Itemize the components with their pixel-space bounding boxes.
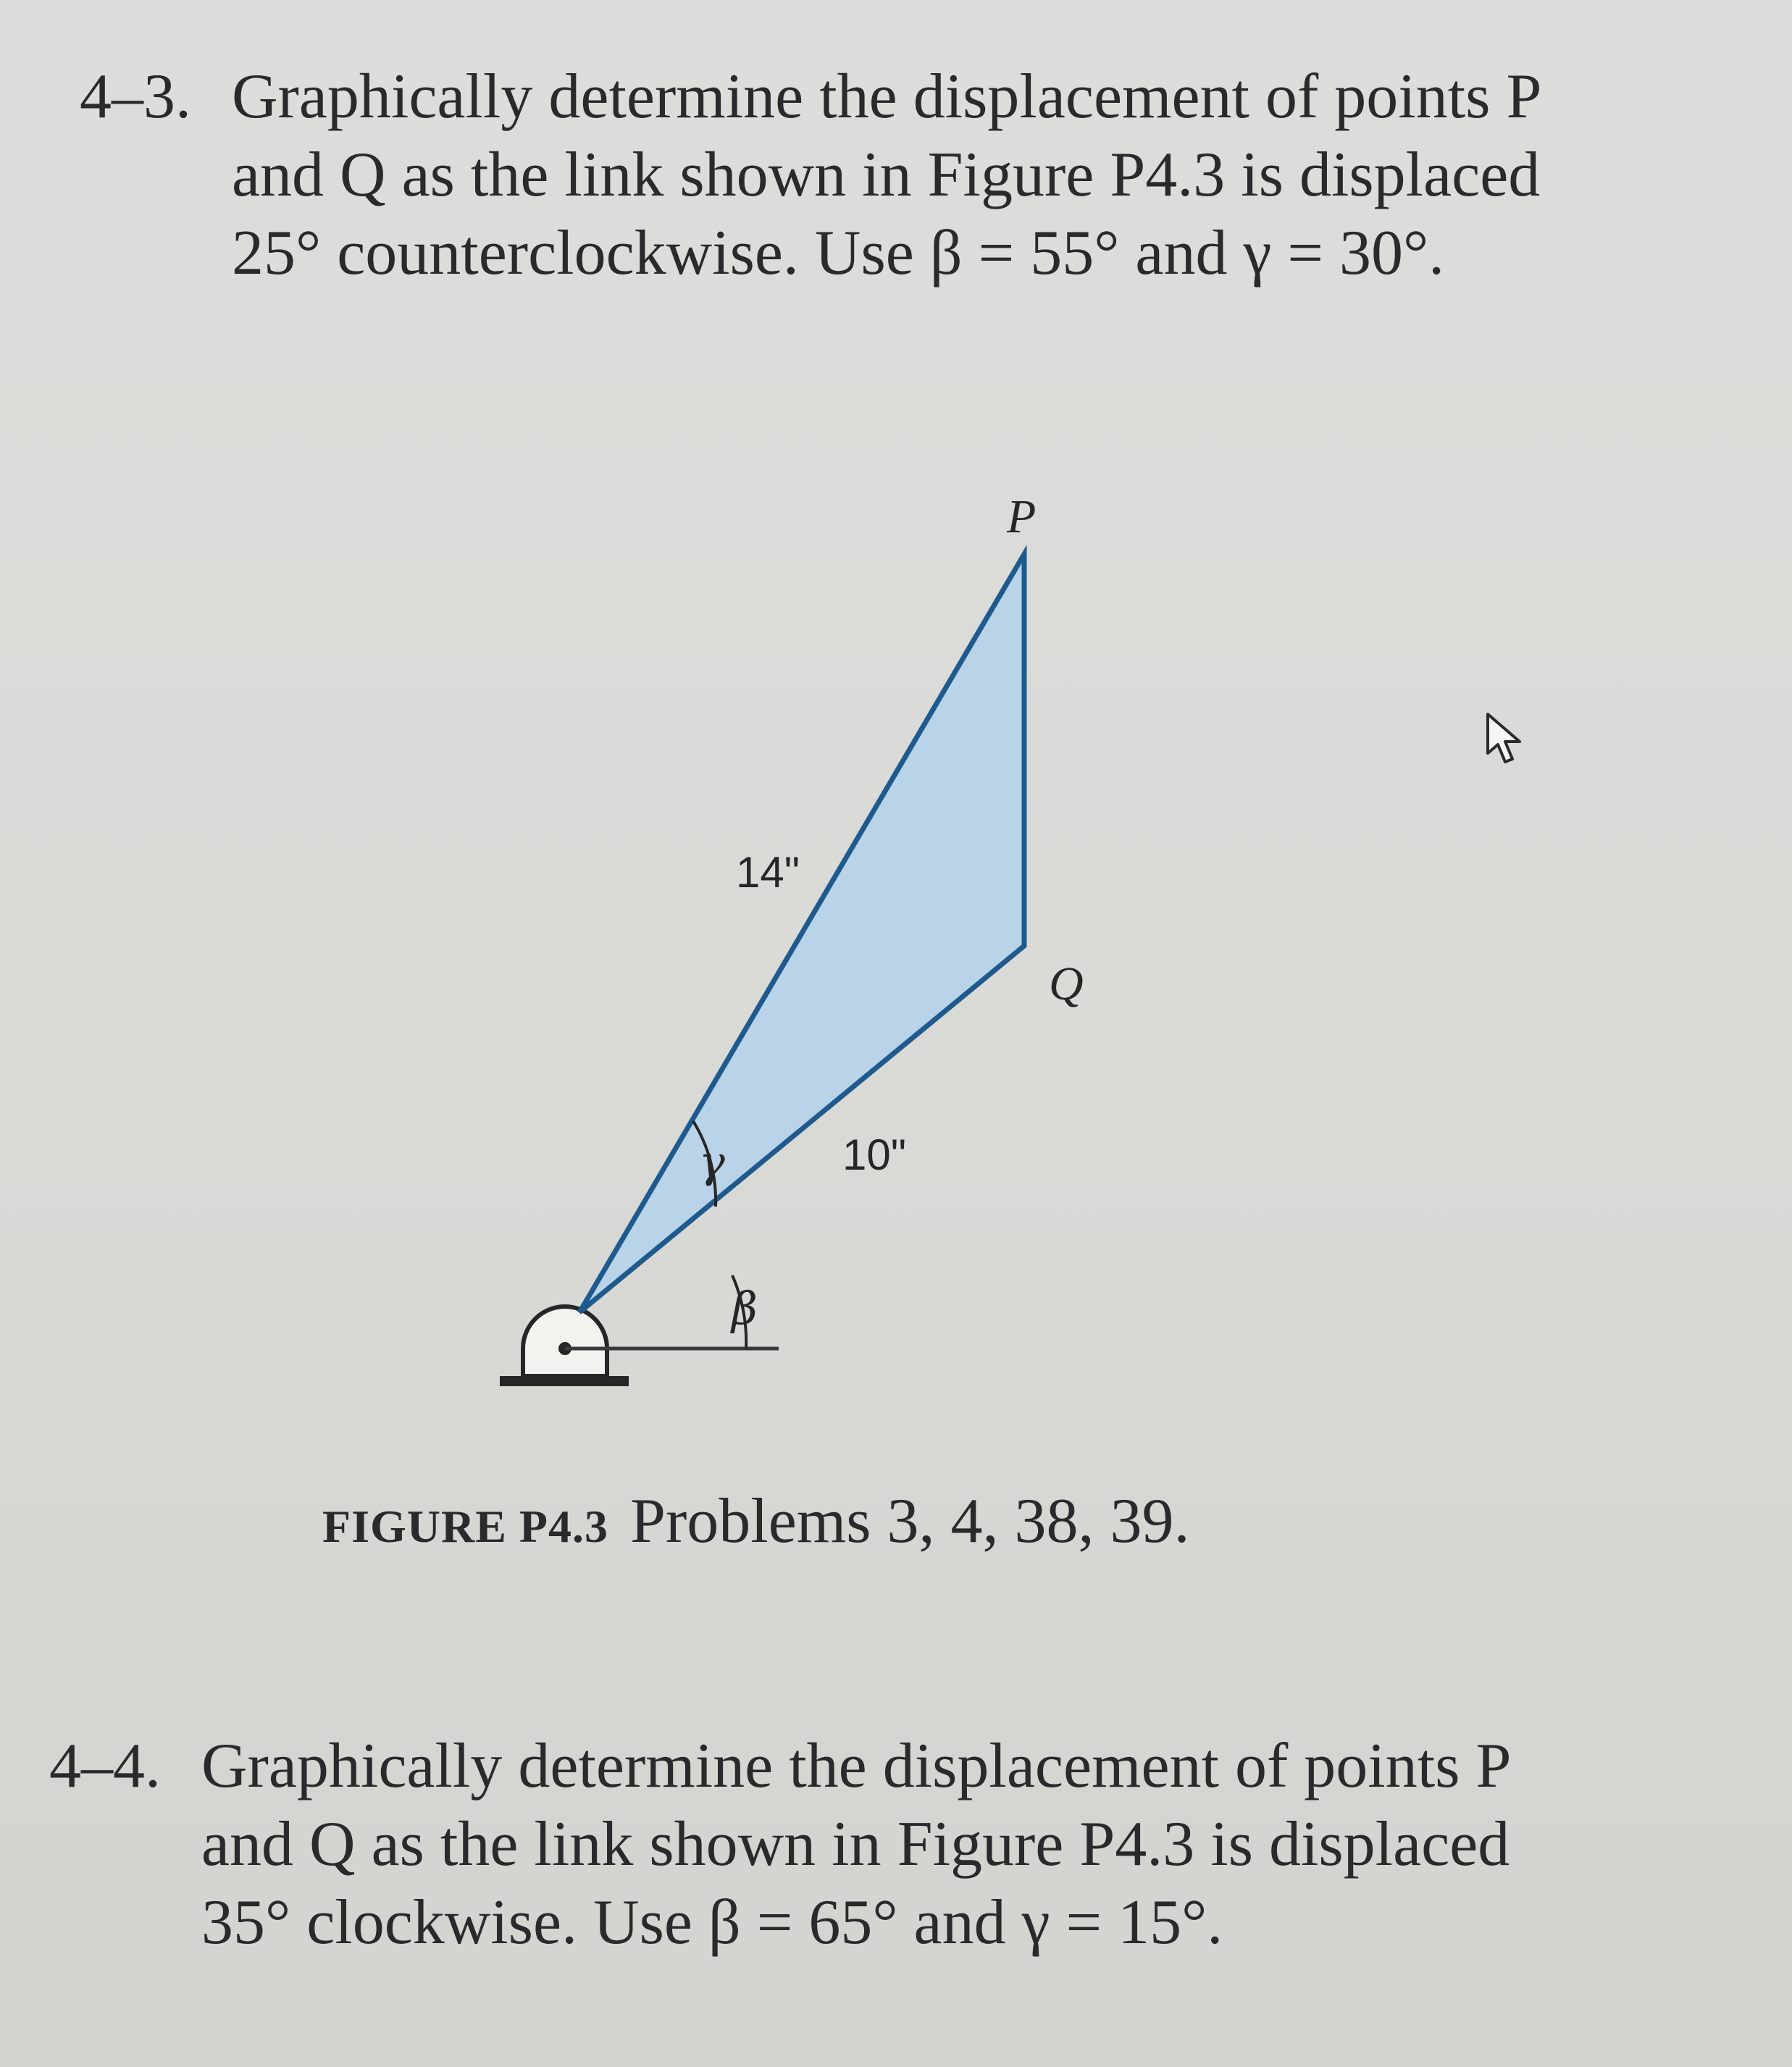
label-length-short: 10" xyxy=(842,1131,907,1179)
label-point-q: Q xyxy=(1049,957,1084,1010)
mouse-pointer-icon xyxy=(1483,711,1534,769)
problem-line: 25° counterclockwise. Use β = 55° and γ = 30°. xyxy=(232,218,1445,288)
problem-line: Graphically determine the displacement of points P xyxy=(201,1731,1512,1801)
label-angle-gamma: γ xyxy=(699,1137,725,1188)
label-point-p: P xyxy=(1007,490,1037,543)
link-body xyxy=(579,554,1024,1312)
caption-text: Problems 3, 4, 38, 39. xyxy=(630,1486,1190,1556)
label-angle-beta: β xyxy=(732,1282,758,1335)
figure-label: FIGURE P4.3 xyxy=(322,1501,608,1552)
figure-caption xyxy=(322,1485,1189,1558)
problem-line: Graphically determine the displacement of points P xyxy=(232,62,1542,132)
problem-line: 35° clockwise. Use β = 65° and γ = 15°. xyxy=(201,1887,1223,1958)
problem-number: 4–3. xyxy=(80,62,191,132)
problem-line: and Q as the link shown in Figure P4.3 is displaced xyxy=(232,140,1541,210)
label-length-long: 14" xyxy=(736,848,800,897)
problem-line: and Q as the link shown in Figure P4.3 is displaced xyxy=(201,1809,1510,1879)
pivot-support xyxy=(523,1307,607,1376)
problem-number: 4–4. xyxy=(49,1731,161,1801)
problem-text xyxy=(201,1727,1686,1962)
